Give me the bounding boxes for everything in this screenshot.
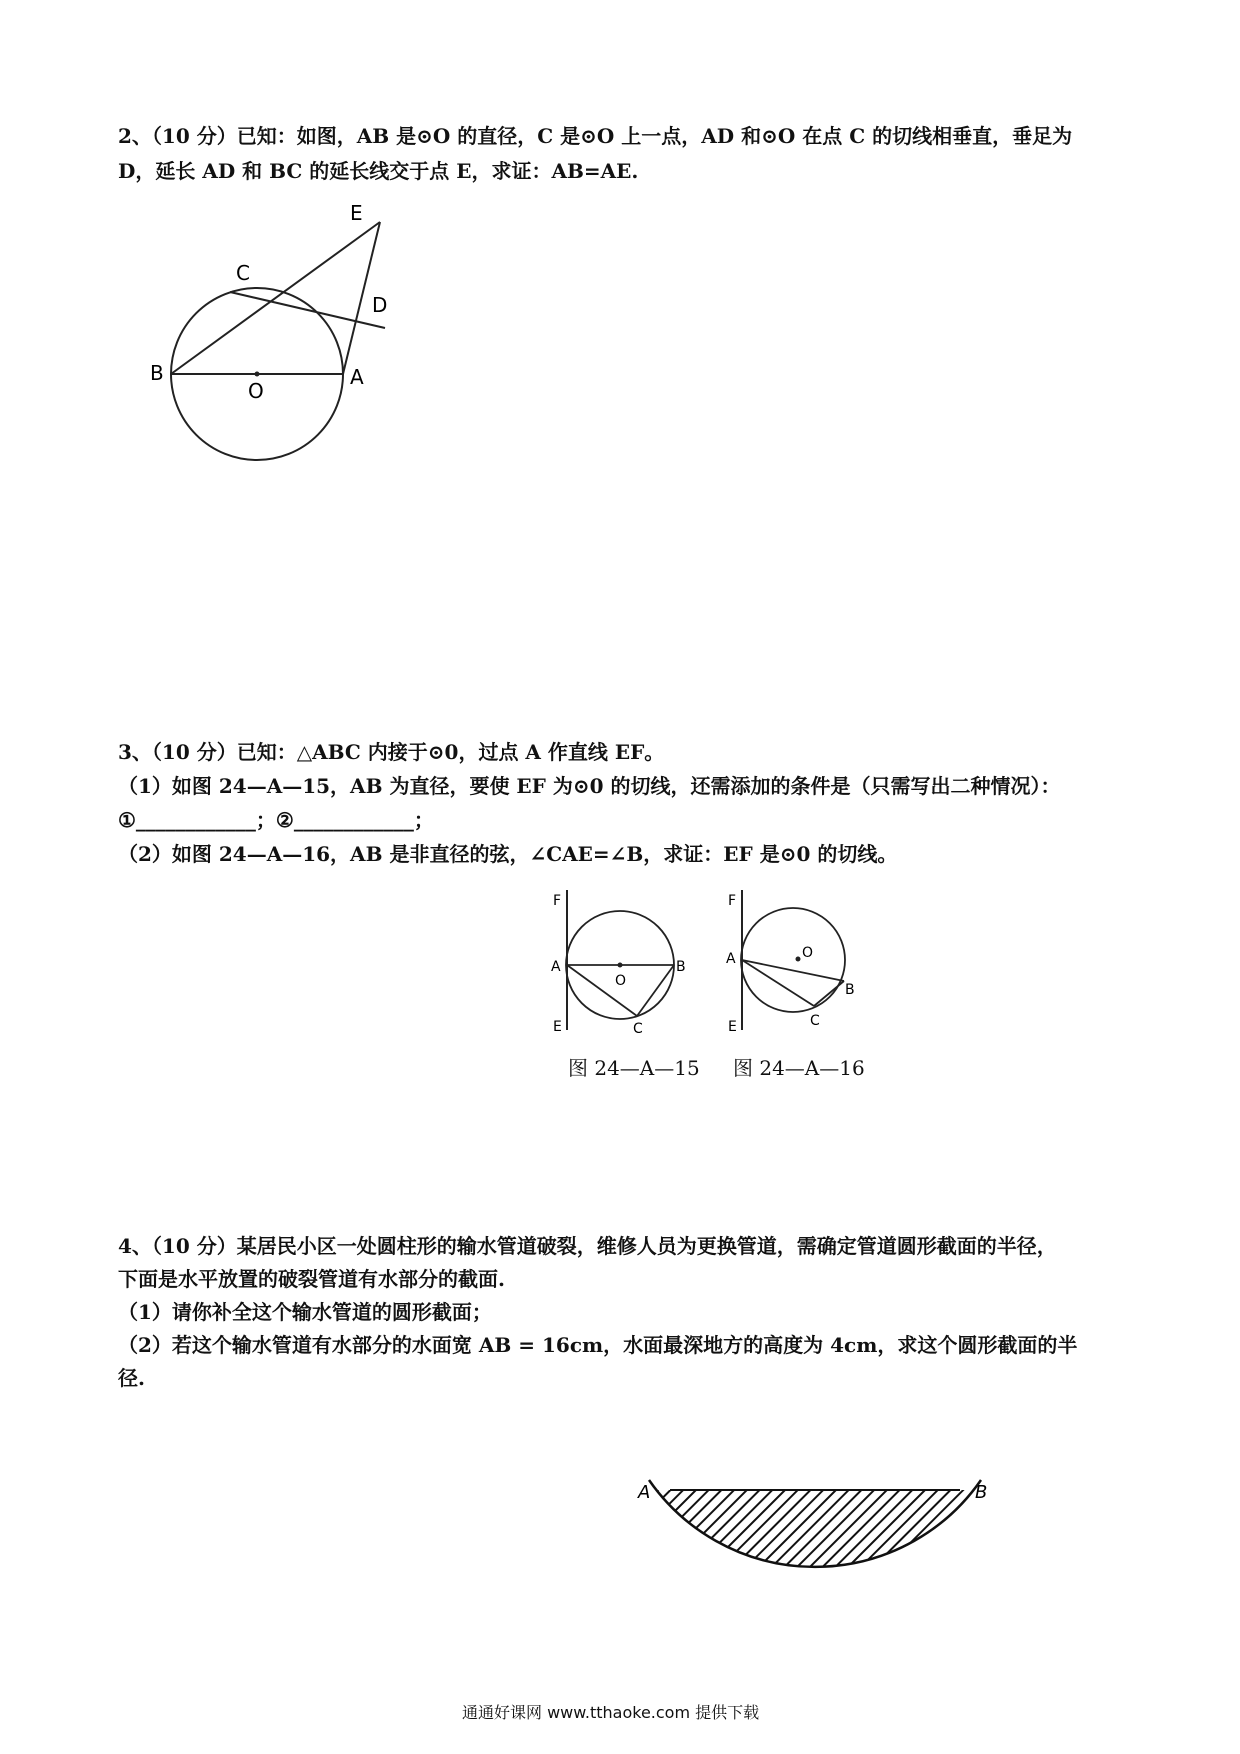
q3-line1: 3、（10 分）已知：△ABC 内接于⊙0，过点 A 作直线 EF。 — [118, 740, 665, 764]
fig16-label-f: F — [728, 893, 737, 909]
q4-line1: 4、（10 分）某居民小区一处圆柱形的输水管道破裂，维修人员为更换管道，需确定管道圆形截面的半径， — [118, 1234, 1057, 1258]
fig16-label-b: B — [845, 982, 855, 998]
fig16-label-o: O — [802, 945, 814, 961]
q4-label-a: A — [638, 1482, 651, 1503]
q2-line1: 2、（10 分）已知：如图，AB 是⊙O 的直径，C 是⊙O 上一点，AD 和⊙O 在点 C 的切线相垂直，垂足为 — [118, 124, 1073, 148]
fig15-label-a: A — [551, 959, 561, 975]
fig15-label-f: F — [553, 893, 562, 909]
fig15-label-c: C — [633, 1021, 643, 1035]
q3-figure-15 — [545, 885, 705, 1035]
q4-pipe-figure — [630, 1440, 1000, 1580]
q3-line4: （2）如图 24—A—16，AB 是非直径的弦，∠CAE=∠B，求证：EF 是⊙0 的切线。 — [118, 842, 898, 866]
q2-label-e: E — [350, 201, 363, 225]
q4-line4: （2）若这个输水管道有水部分的水面宽 AB = 16cm，水面最深地方的高度为 4cm，求这个圆形截面的半 — [118, 1333, 1078, 1357]
fig16-label-a: A — [726, 951, 736, 967]
fig16-label-e: E — [728, 1019, 737, 1035]
q3-figure-16 — [720, 885, 880, 1035]
q2-label-c: C — [236, 261, 250, 285]
q2-figure — [140, 200, 400, 470]
q4-line3: （1）请你补全这个输水管道的圆形截面； — [118, 1300, 492, 1324]
fig15-caption: 图 24—A—15 — [568, 1056, 700, 1080]
page-footer: 通通好课网 www.tthaoke.com 提供下载 — [462, 1703, 760, 1722]
q4-line5: 径. — [118, 1366, 145, 1390]
q4-label-b: B — [975, 1482, 988, 1503]
fig15-label-e: E — [553, 1019, 562, 1035]
fig16-label-c: C — [810, 1013, 820, 1029]
q3-line2: （1）如图 24—A—15，AB 为直径，要使 EF 为⊙0 的切线，还需添加的条件是（只需写出二种情况）： — [118, 774, 1061, 798]
q2-label-o: O — [248, 379, 264, 403]
q2-label-d: D — [372, 293, 388, 317]
q2-label-b: B — [150, 361, 164, 385]
fig15-label-b: B — [676, 959, 686, 975]
q2-line2: D，延长 AD 和 BC 的延长线交于点 E，求证：AB=AE. — [118, 159, 639, 183]
q4-line2: 下面是水平放置的破裂管道有水部分的截面. — [118, 1267, 505, 1291]
q3-line3: ①____________；②____________； — [118, 808, 434, 832]
q2-label-a: A — [350, 365, 364, 389]
fig16-caption: 图 24—A—16 — [733, 1056, 865, 1080]
fig15-label-o: O — [615, 973, 627, 989]
